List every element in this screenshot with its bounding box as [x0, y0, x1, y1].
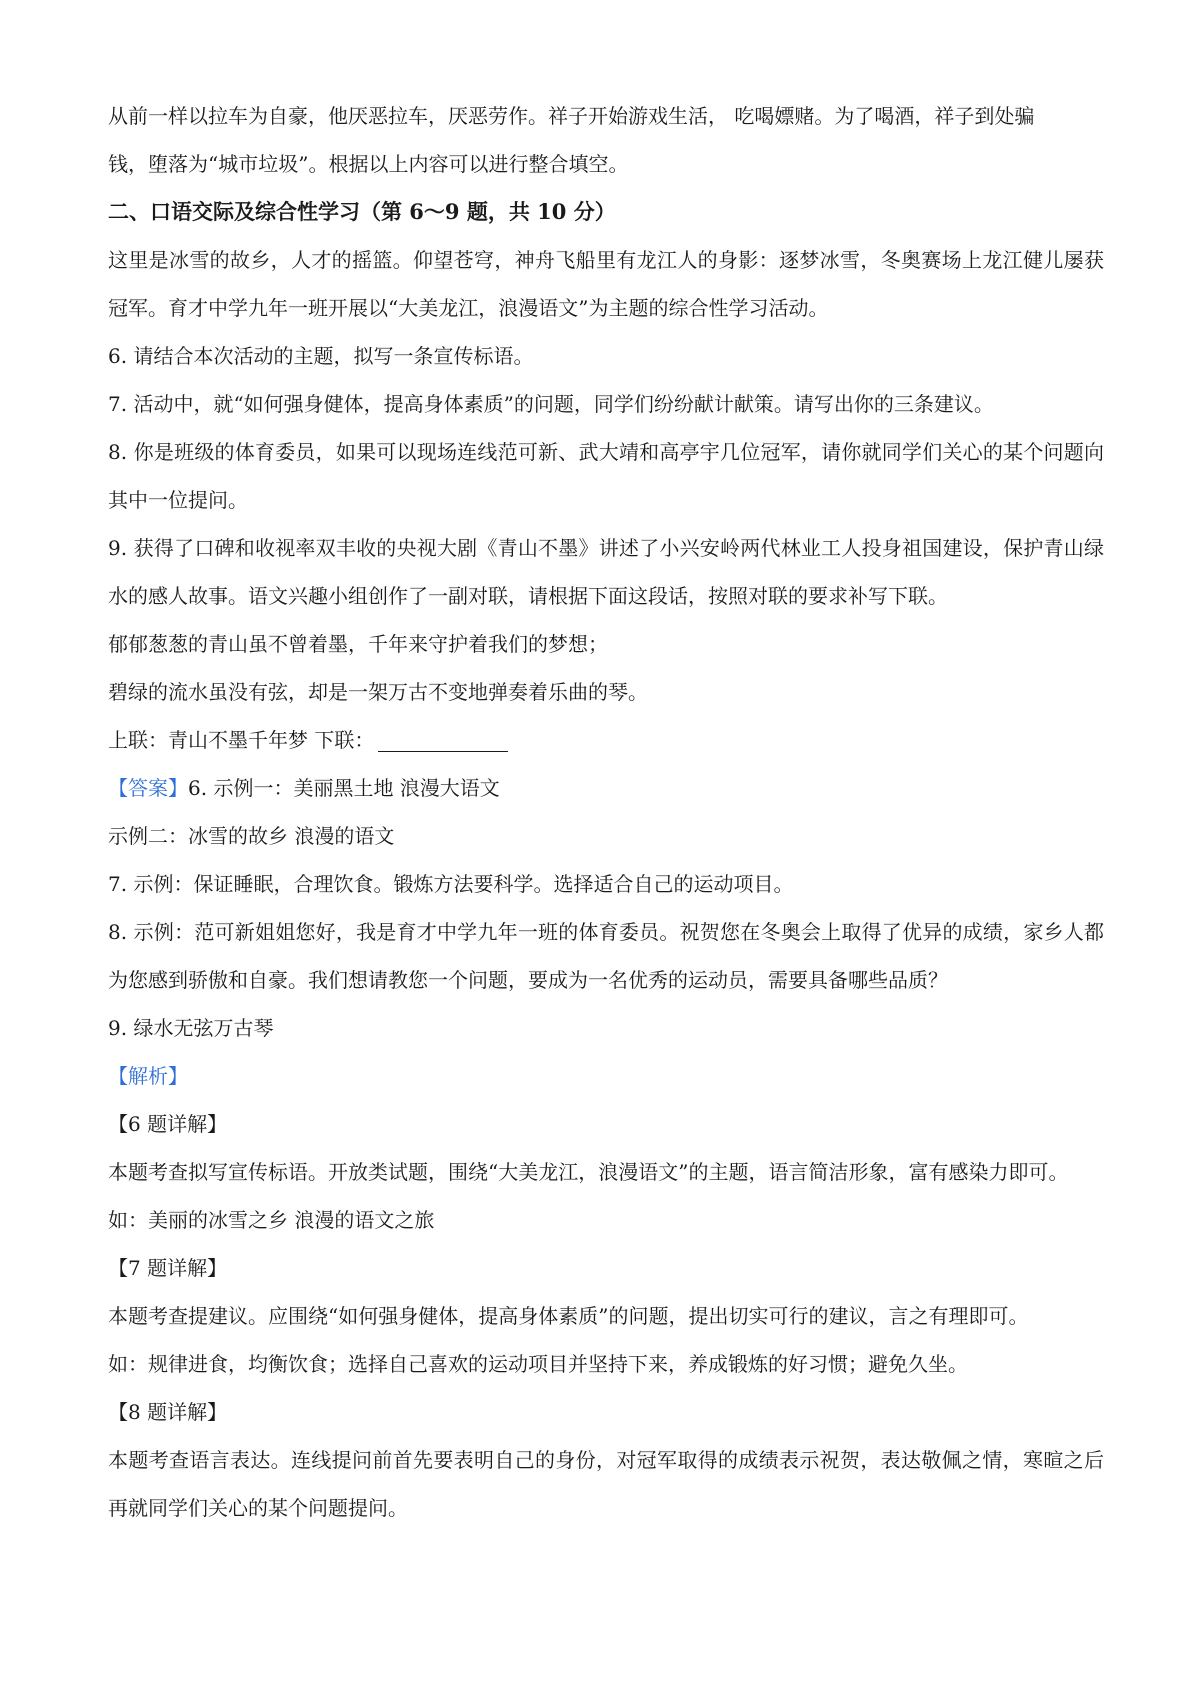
question-9-couplet [108, 716, 1104, 764]
document-page [108, 92, 1104, 1532]
couplet-text: 上联：青山不墨千年梦 下联： [108, 728, 375, 752]
passage: 这里是冰雪的故乡，人才的摇篮。仰望苍穹，神舟飞船里有龙江人的身影：逐梦冰雪，冬奥赛场上龙江健儿屡获冠军。育才中学九年一班开展以“大美龙江，浪漫语文”为主题的综合性学习活动。 [108, 248, 1104, 320]
question-9: 9. 获得了口碑和收视率双丰收的央视大剧《青山不墨》讲述了小兴安岭两代林业工人投身祖国建设，保护青山绿水的感人故事。语文兴趣小组创作了一副对联，请根据下面这段话，按照对联的要求补写下联。 [108, 536, 1104, 608]
intro-line-2: 钱，堕落为“城市垃圾”。根据以上内容可以进行整合填空。 [108, 152, 629, 176]
detail-7-title: 【7 题详解】 [108, 1256, 228, 1280]
answer-9: 9. 绿水无弦万古琴 [108, 1016, 274, 1040]
answer-tag: 【答案】 [108, 776, 188, 800]
detail-6-text: 本题考查拟写宣传标语。开放类试题，围绕“大美龙江，浪漫语文”的主题，语言简洁形象，富有感染力即可。 [108, 1160, 1069, 1184]
answer-7: 7. 示例：保证睡眠，合理饮食。锻炼方法要科学。选择适合自己的运动项目。 [108, 872, 794, 896]
detail-7-example: 如：规律进食，均衡饮食；选择自己喜欢的运动项目并坚持下来，养成锻炼的好习惯；避免久坐。 [108, 1352, 968, 1376]
section-heading: 二、口语交际及综合性学习（第 6～9 题，共 10 分） [108, 199, 616, 224]
question-9-line-2: 碧绿的流水虽没有弦，却是一架万古不变地弹奏着乐曲的琴。 [108, 680, 648, 704]
answer-8: 8. 示例：范可新姐姐您好，我是育才中学九年一班的体育委员。祝贺您在冬奥会上取得了优异的成绩，家乡人都为您感到骄傲和自豪。我们想请教您一个问题，要成为一名优秀的运动员，需要具备哪些品质？ [108, 920, 1104, 992]
answer-6-example-1 [108, 764, 1104, 812]
question-7: 7. 活动中，就“如何强身健体，提高身体素质”的问题，同学们纷纷献计献策。请写出你的三条建议。 [108, 392, 994, 416]
intro-line-1: 从前一样以拉车为自豪，他厌恶拉车，厌恶劳作。祥子开始游戏生活， 吃喝嫖赌。为了喝酒，祥子到处骗 [108, 104, 1035, 128]
detail-8-text: 本题考查语言表达。连线提问前首先要表明自己的身份，对冠军取得的成绩表示祝贺，表达敬佩之情，寒暄之后再就同学们关心的某个问题提问。 [108, 1448, 1104, 1520]
question-8: 8. 你是班级的体育委员，如果可以现场连线范可新、武大靖和高亭宇几位冠军，请你就同学们关心的某个问题向其中一位提问。 [108, 440, 1104, 512]
detail-7-text: 本题考查提建议。应围绕“如何强身健体，提高身体素质”的问题，提出切实可行的建议，言之有理即可。 [108, 1304, 1029, 1328]
answer-6-example-2: 示例二：冰雪的故乡 浪漫的语文 [108, 824, 395, 848]
detail-6-title: 【6 题详解】 [108, 1112, 228, 1136]
question-6: 6. 请结合本次活动的主题，拟写一条宣传标语。 [108, 344, 534, 368]
question-9-line-1: 郁郁葱葱的青山虽不曾着墨，千年来守护着我们的梦想； [108, 632, 608, 656]
analysis-tag: 【解析】 [108, 1064, 188, 1088]
answer-6-text: 6. 示例一：美丽黑土地 浪漫大语文 [188, 776, 500, 800]
answer-blank [378, 731, 508, 752]
detail-8-title: 【8 题详解】 [108, 1400, 228, 1424]
detail-6-example: 如：美丽的冰雪之乡 浪漫的语文之旅 [108, 1208, 435, 1232]
